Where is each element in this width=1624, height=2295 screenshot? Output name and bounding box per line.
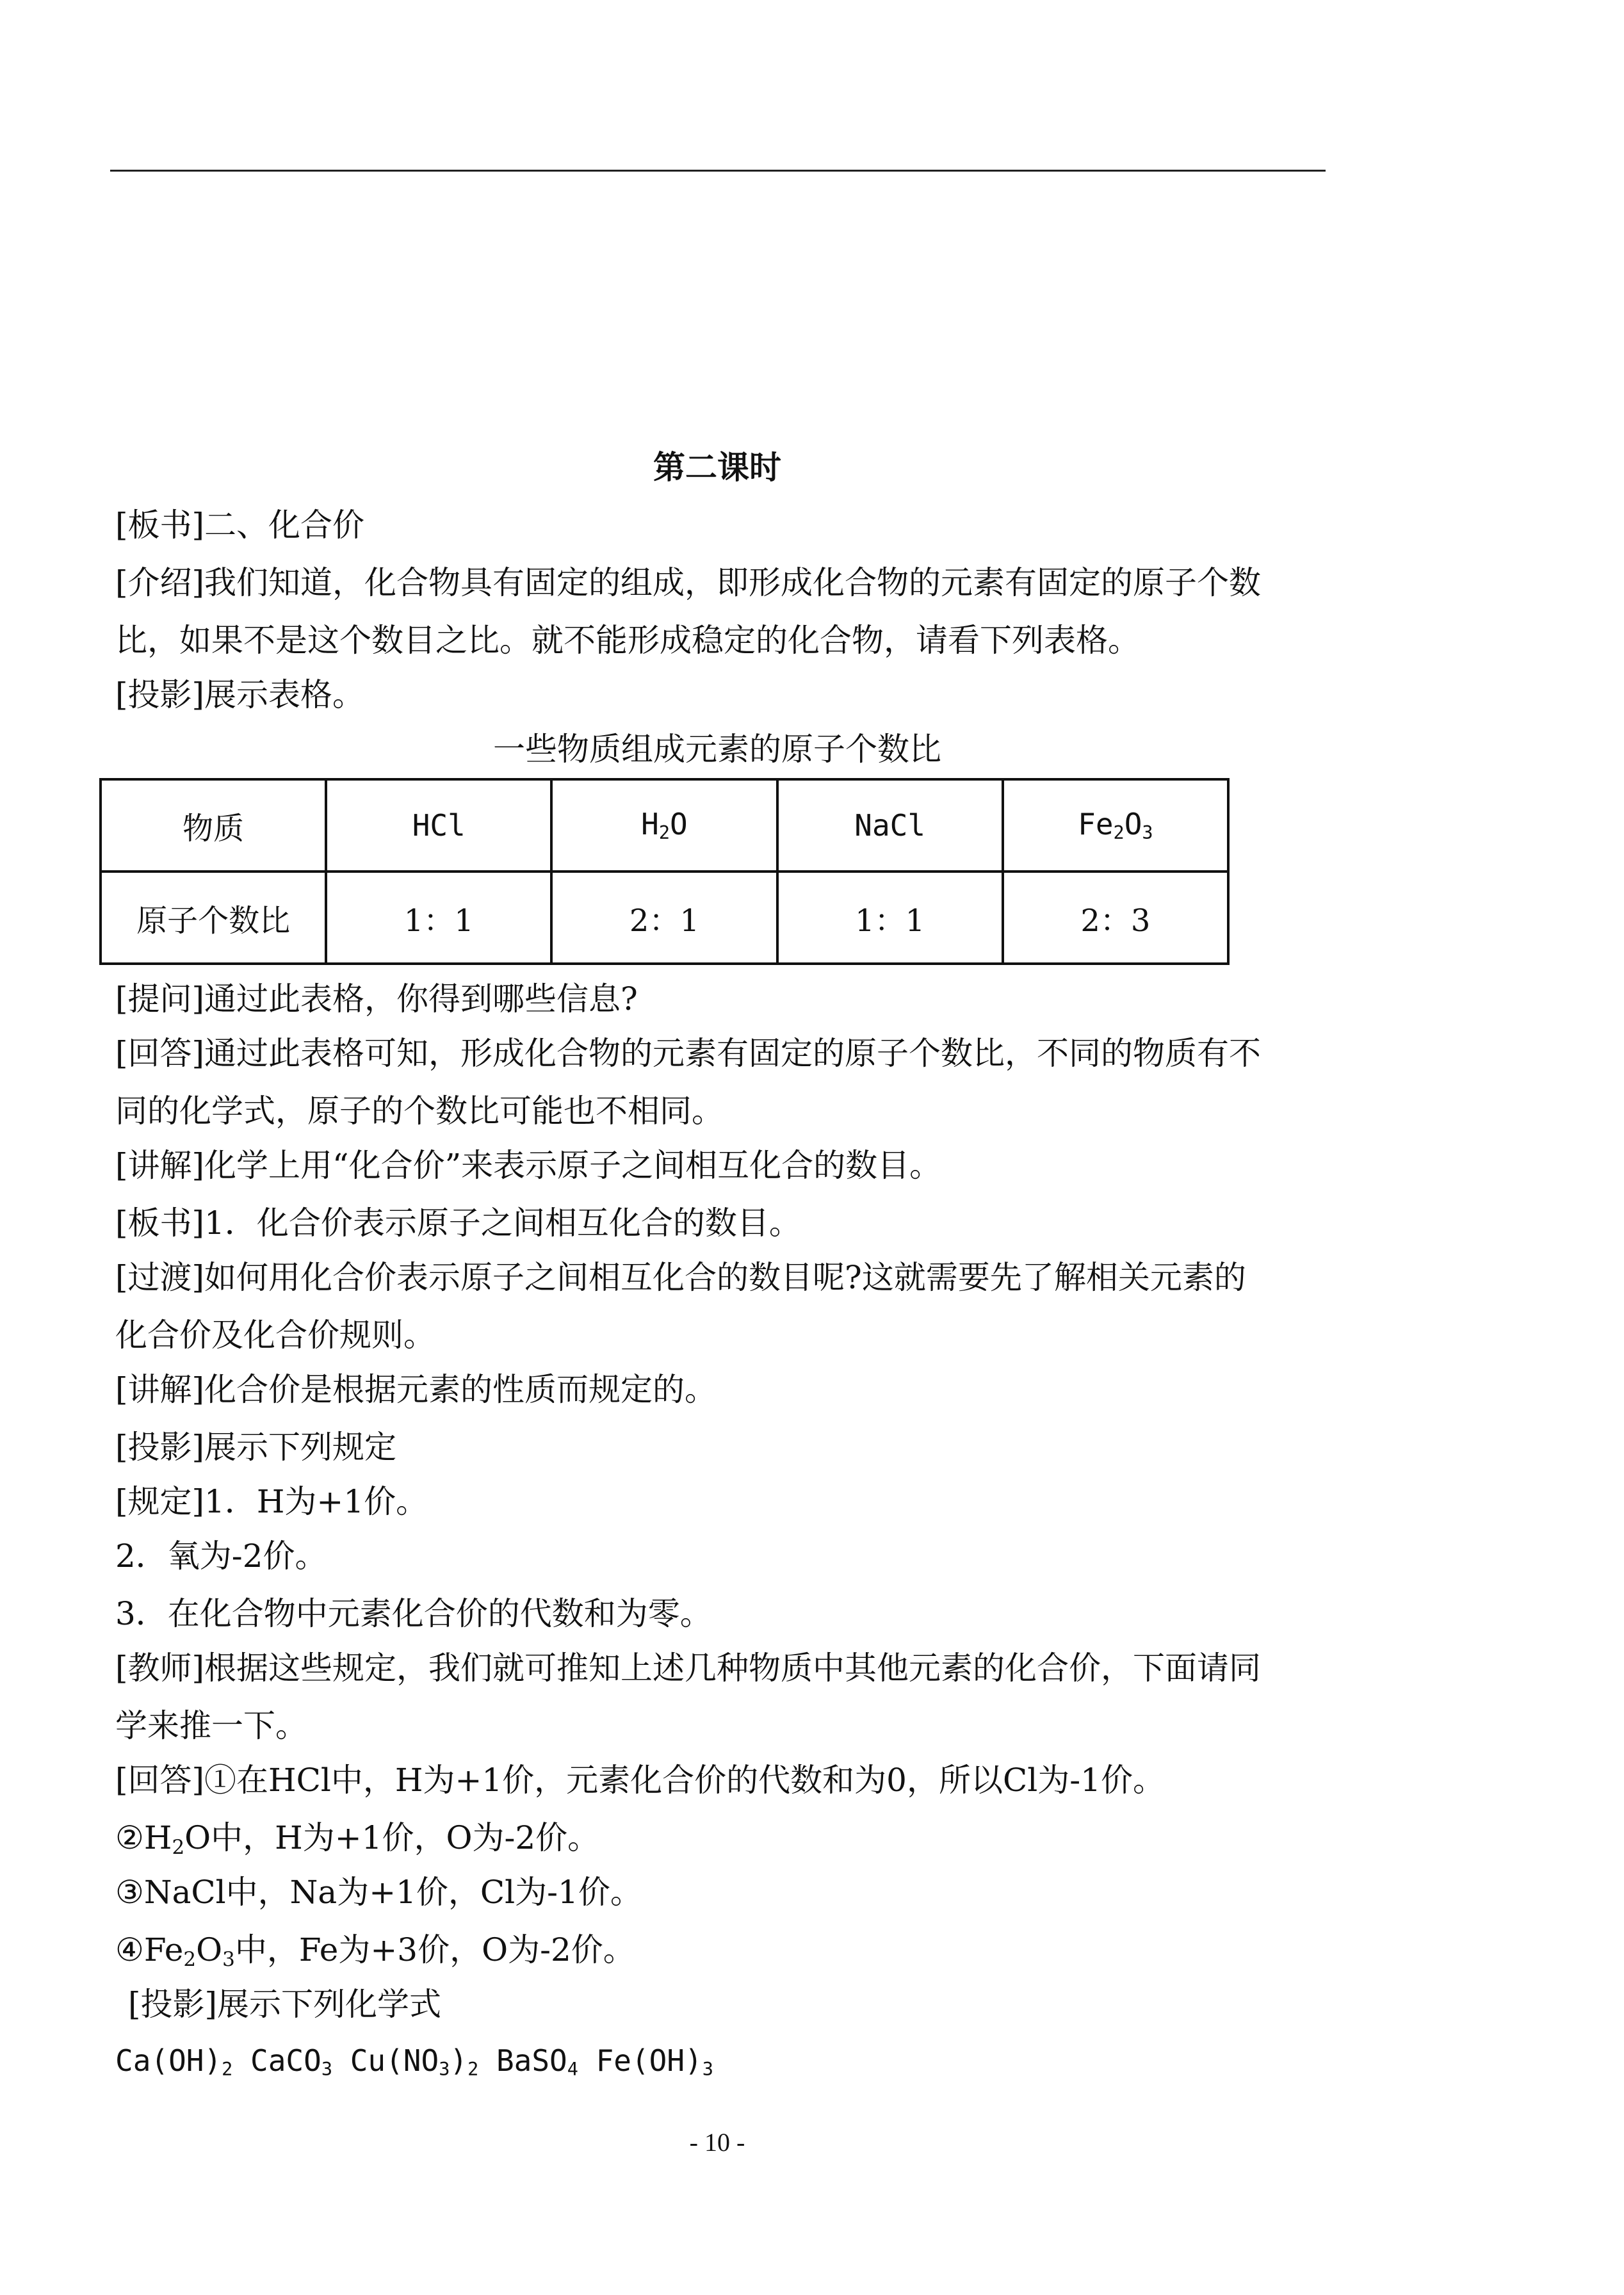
text-line: [教师]根据这些规定，我们就可推知上述几种物质中其他元素的化合价，下面请同 (115, 1650, 1262, 1687)
formula-subscript: 2 (467, 2059, 479, 2080)
formula-text: H (641, 807, 659, 842)
text-line: [板书]二、化合价 (115, 507, 365, 544)
answer-line (115, 1815, 599, 1870)
formula-subscript: 4 (567, 2059, 578, 2080)
text-line: 2．氧为-2价。 (115, 1537, 327, 1575)
formula-list (115, 2038, 713, 2092)
answer-text: 中，Fe为+3价，O为-2价。 (234, 1931, 635, 1968)
table-cell (551, 779, 777, 872)
text-line: [规定]1．H为+1价。 (115, 1483, 428, 1520)
answer-line: ③NaCl中，Na为+1价，Cl为-1价。 (115, 1874, 642, 1911)
table-row (101, 872, 1228, 964)
table-cell: 1：1 (326, 872, 551, 964)
answer-text: ②H (115, 1819, 172, 1856)
formula-text: O (670, 807, 688, 842)
table-caption: 一些物质组成元素的原子个数比 (493, 731, 941, 768)
formula-subscript: 2 (658, 822, 670, 844)
text-line: [介绍]我们知道，化合物具有固定的组成，即形成化合物的元素有固定的原子个数 (115, 564, 1262, 601)
text-line: [提问]通过此表格，你得到哪些信息? (115, 980, 638, 1018)
header-rule (110, 170, 1326, 172)
formula-subscript: 3 (1142, 822, 1153, 844)
table-cell: 2：3 (1003, 872, 1228, 964)
text-line: 化合价及化合价规则。 (115, 1317, 435, 1354)
answer-line (115, 1927, 635, 1982)
table-cell: NaCl (777, 779, 1003, 872)
page-number: - 10 - (689, 2128, 745, 2157)
answer-text: O中，H为+1价，O为-2价。 (184, 1819, 600, 1856)
text-line: [讲解]化合价是根据元素的性质而规定的。 (115, 1371, 717, 1408)
formula-text: ) (450, 2043, 468, 2078)
formula-subscript: 3 (222, 1947, 235, 1971)
formula-subscript: 3 (439, 2059, 450, 2080)
table-cell: 1：1 (777, 872, 1003, 964)
table-cell (1003, 779, 1228, 872)
text-line: [投影]展示下列化学式 (128, 1986, 442, 2023)
formula-text: O (1124, 807, 1142, 842)
formula-text: CaCO (250, 2043, 321, 2078)
table-cell: 2：1 (551, 872, 777, 964)
formula-text: Fe(OH) (596, 2043, 702, 2078)
text-line: 学来推一下。 (115, 1707, 307, 1744)
answer-text: ④Fe (115, 1931, 184, 1968)
formula-subscript: 2 (183, 1947, 197, 1971)
formula-text: Cu(NO (350, 2043, 439, 2078)
text-line: [讲解]化学上用“化合价”来表示原子之间相互化合的数目。 (115, 1147, 942, 1184)
text-line: [投影]展示下列规定 (115, 1429, 397, 1466)
text-line: 比，如果不是这个数目之比。就不能形成稳定的化合物，请看下列表格。 (115, 622, 1140, 659)
table-row (101, 779, 1228, 872)
table-cell: 物质 (101, 779, 326, 872)
text-line: [回答]通过此表格可知，形成化合物的元素有固定的原子个数比，不同的物质有不 (115, 1035, 1262, 1072)
formula-subscript: 2 (222, 2059, 233, 2080)
text-line: [回答]①在HCl中，H为+1价，元素化合价的代数和为0，所以Cl为-1价。 (115, 1762, 1165, 1799)
formula-subscript: 3 (702, 2059, 713, 2080)
table-cell: HCl (326, 779, 551, 872)
formula-subscript: 2 (1113, 822, 1125, 844)
formula-text: BaSO (496, 2043, 567, 2078)
text-line: 同的化学式，原子的个数比可能也不相同。 (115, 1092, 724, 1130)
formula-text: Fe (1078, 807, 1114, 842)
text-line: 3．在化合物中元素化合价的代数和为零。 (115, 1595, 712, 1632)
formula-text: Ca(OH) (115, 2043, 222, 2078)
table-cell: 原子个数比 (101, 872, 326, 964)
section-title: 第二课时 (653, 448, 781, 486)
formula-subscript: 2 (172, 1835, 185, 1859)
text-line: [投影]展示表格。 (115, 676, 365, 713)
atom-ratio-table (99, 778, 1230, 965)
formula-subscript: 3 (321, 2059, 332, 2080)
text-line: [过渡]如何用化合价表示原子之间相互化合的数目呢?这就需要先了解相关元素的 (115, 1259, 1246, 1296)
text-line: [板书]1．化合价表示原子之间相互化合的数目。 (115, 1204, 801, 1242)
answer-text: O (196, 1931, 223, 1968)
